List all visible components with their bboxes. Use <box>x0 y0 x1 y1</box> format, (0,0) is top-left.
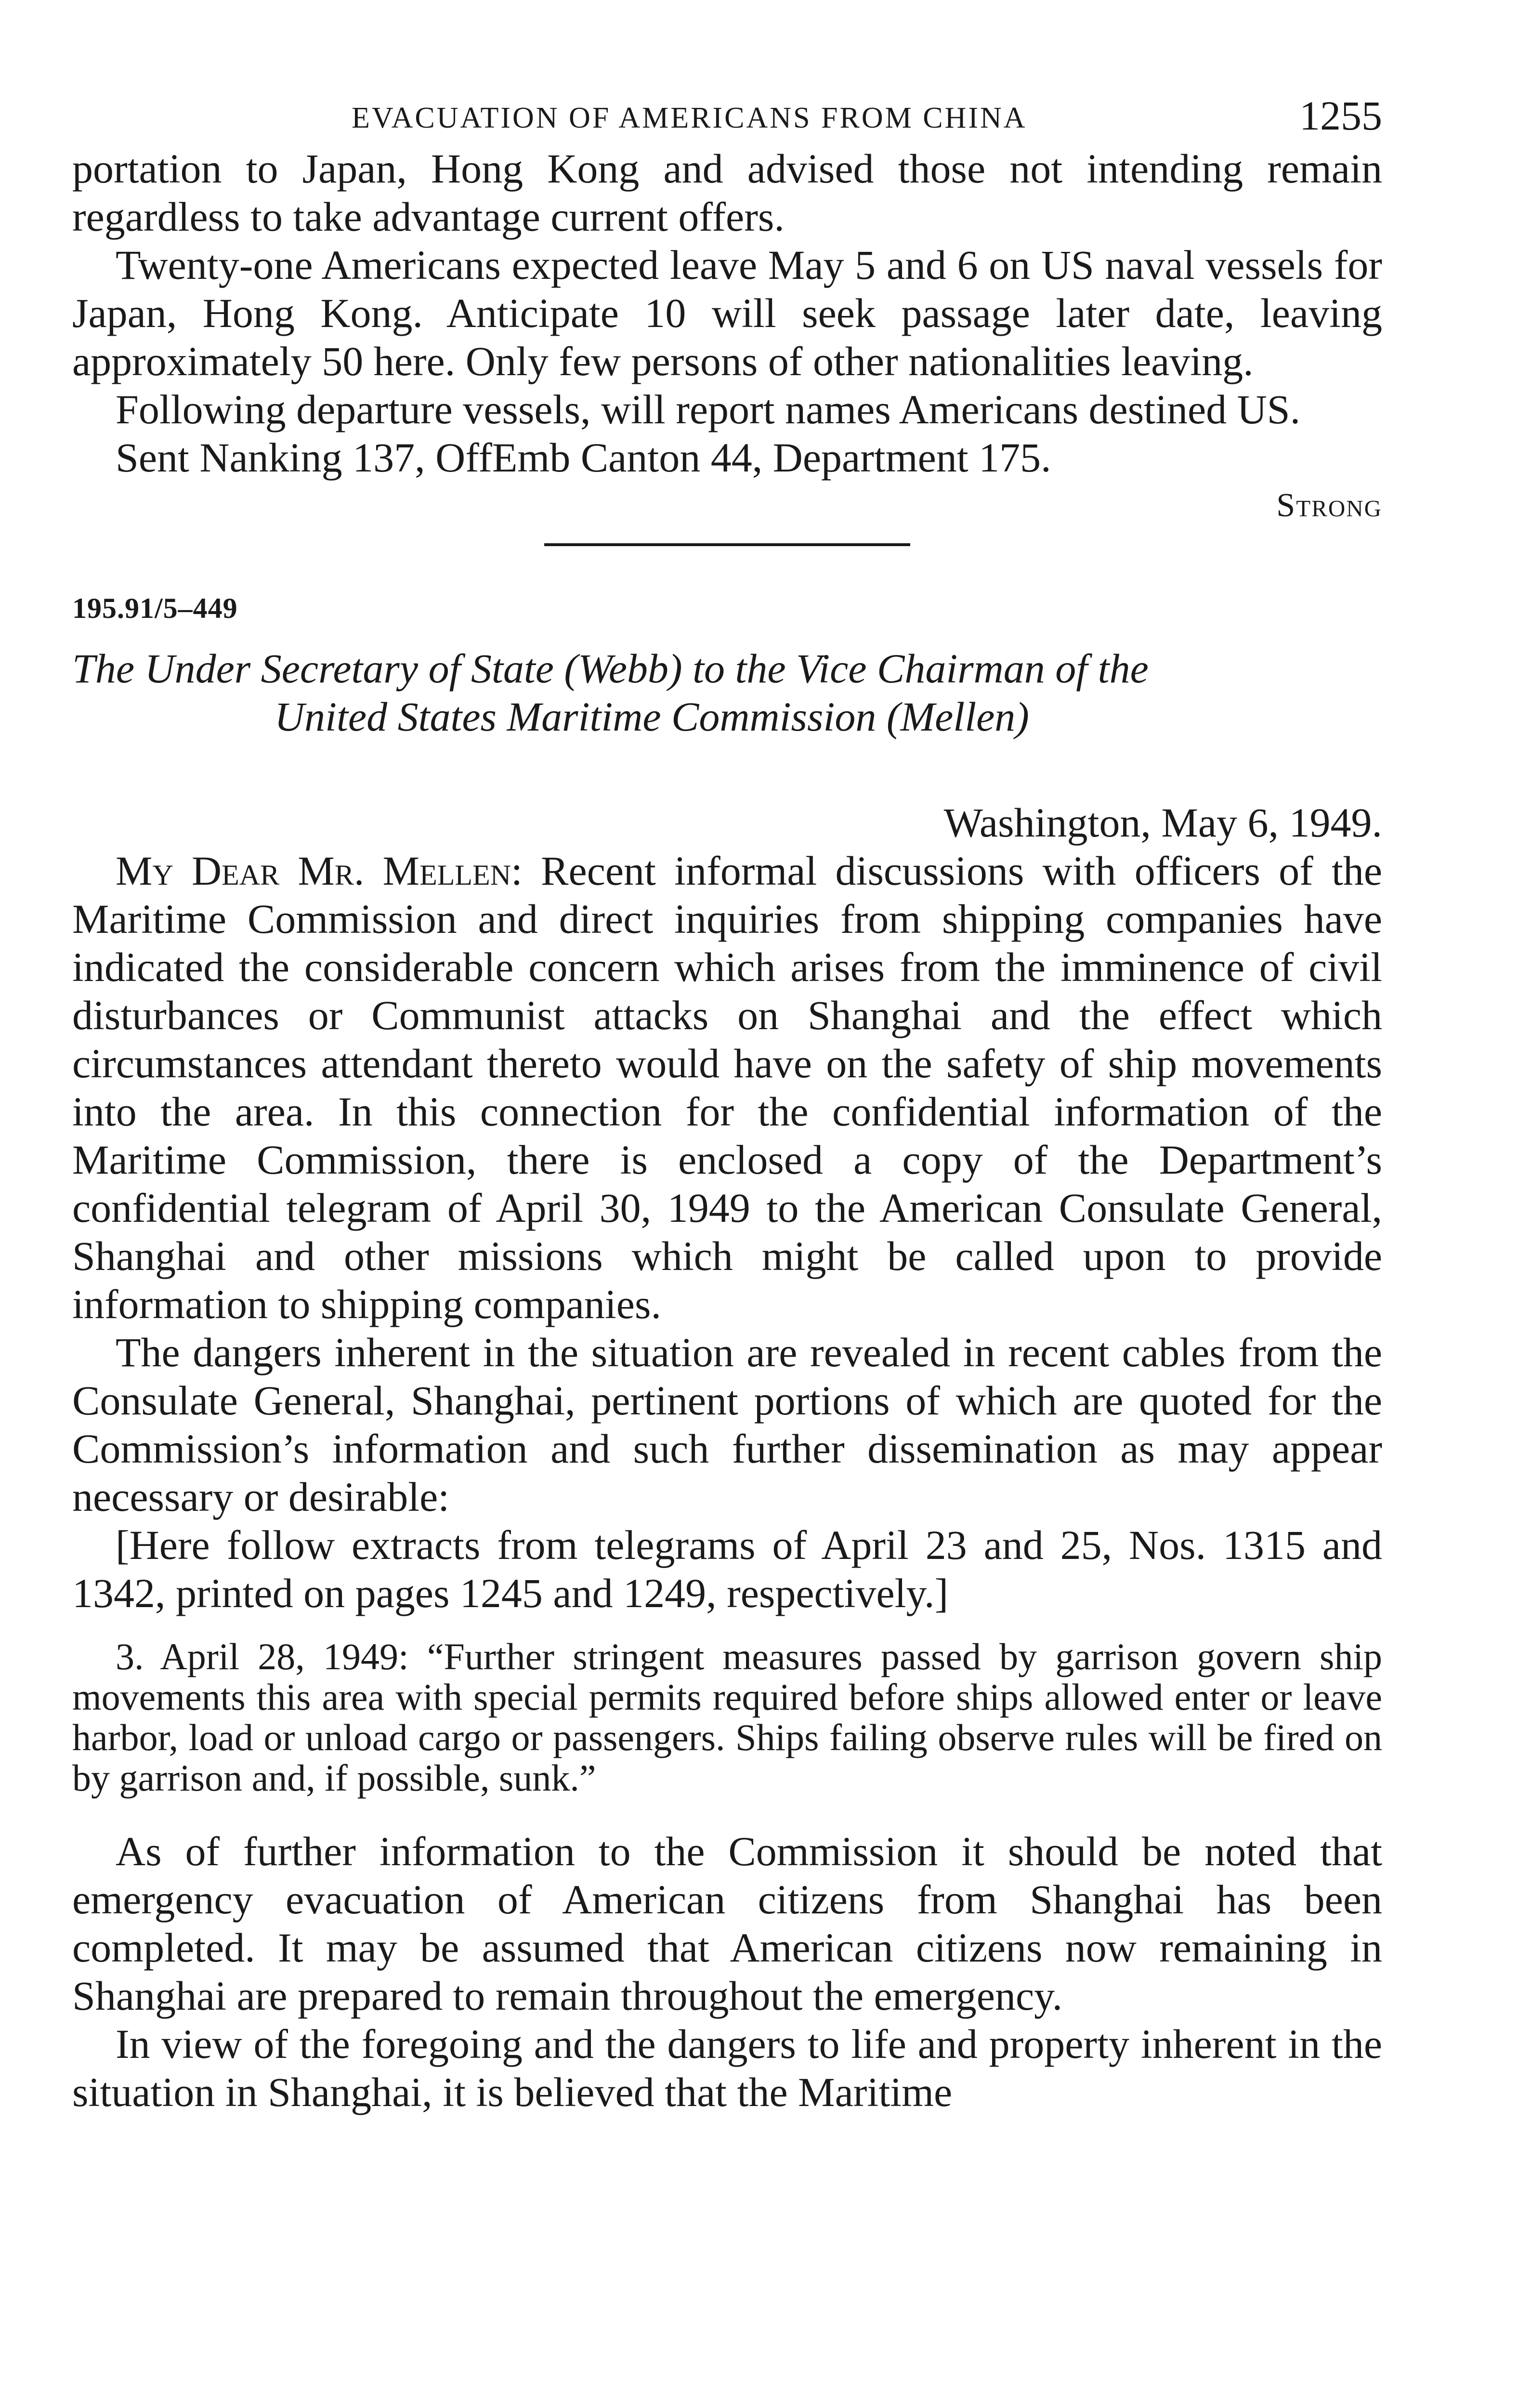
telegram-paragraph-4: Sent Nanking 137, OffEmb Canton 44, Department 175. <box>116 434 1051 481</box>
salutation: My Dear Mr. Mellen: <box>116 848 523 894</box>
heading-line-1: The Under Secretary of State (Webb) to the Vice Chairman of the <box>72 645 1149 692</box>
running-header <box>72 92 1382 144</box>
telegram-paragraph-3: Following departure vessels, will report names Americans destined US. <box>116 386 1301 432</box>
telegram-paragraph-1: portation to Japan, Hong Kong and advised those not intending remain regardless to take advantage current offers. <box>72 145 1382 240</box>
top-telegram <box>72 144 1382 530</box>
letter-paragraph-1-text: Recent informal discussions with officers of the Maritime Commission and direct inquiries from shipping companies have indicated the considerable concern which arises from the imminence of civil disturbances or Communist attacks on Shanghai and the effect which circumstances attendant thereto would have on the safety of ship movements into the area. In this connection for the confidential information of the Maritime Commission, there is enclosed a copy of the Department’s confidential telegram of April 30, 1949 to the American Consulate General, Shanghai and other missions which might be called upon to provide information to shipping companies. <box>72 848 1383 1327</box>
editorial-note: [Here follow extracts from telegrams of April 23 and 25, Nos. 1315 and 1342, printed on pages 1245 and 1249, respectively.] <box>72 1522 1382 1616</box>
letter-paragraph-2: The dangers inherent in the situation are revealed in recent cables from the Consulate General, Shanghai, pertinent portions of which are quoted for the Commission’s information and such further dissemination as may appear necessary or desirable: <box>72 1329 1382 1520</box>
page-number: 1255 <box>1299 92 1382 139</box>
letter-paragraph-3: As of further information to the Commission it should be noted that emergency evacuation of American citizens from Shanghai has been completed. It may be assumed that American citizens now remaining in Shanghai are prepared to remain throughout the emergency. <box>72 1828 1382 2019</box>
file-number: 195.91/5–449 <box>72 592 238 624</box>
letter-paragraph-1 <box>72 847 1382 1328</box>
telegram-paragraph-2: Twenty-one Americans expected leave May 5 and 6 on US naval vessels for Japan, Hong Kong. Anticipate 10 will seek passage later date, leaving approximately 50 here. Only few persons of other nationalities leaving. <box>72 242 1382 384</box>
letter-paragraph-4: In view of the foregoing and the dangers to life and property inherent in the situation in Shanghai, it is believed that the Maritime <box>72 2021 1382 2115</box>
running-title: EVACUATION OF AMERICANS FROM CHINA <box>352 102 1027 134</box>
document-page <box>72 92 1382 2116</box>
heading-line-2: United States Maritime Commission (Mellen) <box>275 694 1029 740</box>
telegram-signature: Strong <box>1276 487 1382 524</box>
quoted-telegram: 3. April 28, 1949: “Further stringent measures passed by garrison govern ship movements this area with special permits required before ships allowed enter or leave harbor, load or unload cargo or passengers. Ships failing observe rules will be fired on by garrison and, if possible, sunk.” <box>72 1636 1382 1799</box>
document-heading <box>72 644 1382 741</box>
section-divider <box>544 543 910 546</box>
dateline: Washington, May 6, 1949. <box>943 799 1382 846</box>
